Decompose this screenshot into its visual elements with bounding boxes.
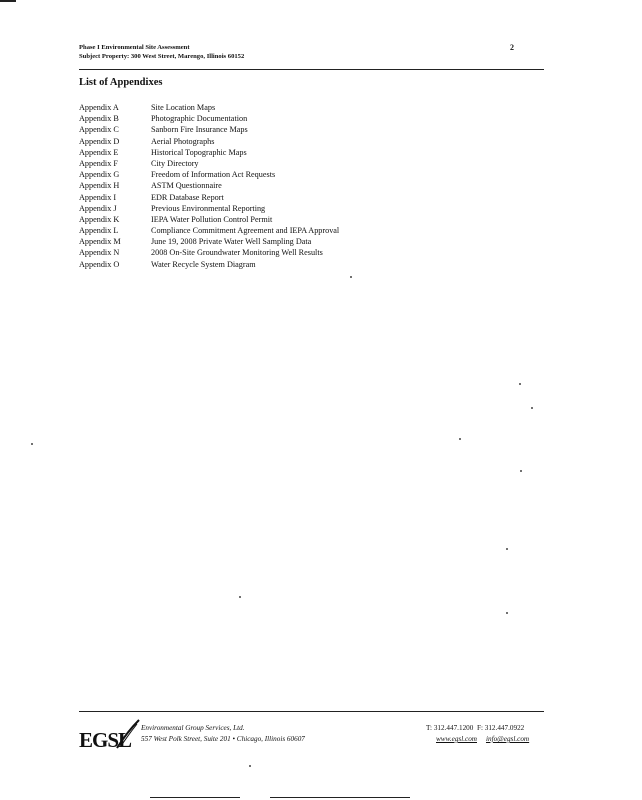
page-footer	[79, 712, 544, 752]
appendix-title: Site Location Maps	[151, 103, 216, 112]
email-link[interactable]: info@egsl.com	[485, 735, 530, 743]
header-subject-property: Subject Property: 300 West Street, Marengo, Illinois 60152	[79, 53, 245, 60]
header-report-title: Phase I Environmental Site Assessment	[79, 44, 190, 51]
appendix-title: ASTM Questionnaire	[151, 181, 222, 191]
appendix-title: Compliance Commitment Agreement and IEPA Approval	[151, 226, 340, 236]
appendix-row	[79, 169, 339, 180]
company-address: 557 West Polk Street, Suite 201 • Chicago, Illinois 60607	[141, 735, 305, 743]
appendix-label: Appendix G	[79, 170, 120, 180]
scan-speck	[459, 438, 461, 440]
web-email	[426, 734, 529, 745]
appendix-row	[79, 147, 339, 158]
scan-speck	[350, 276, 352, 278]
appendix-row	[79, 102, 339, 113]
phone: T: 312.447.1200	[426, 724, 474, 732]
appendix-title: Photographic Documentation	[151, 114, 248, 124]
scan-speck	[531, 407, 533, 409]
appendix-row	[79, 192, 339, 203]
scan-speck	[239, 596, 241, 598]
appendix-title: Historical Topographic Maps	[151, 147, 247, 157]
appendix-row	[79, 214, 339, 225]
appendix-label: Appendix B	[79, 114, 119, 124]
appendix-title: Aerial Photographs	[151, 136, 215, 146]
website-link[interactable]: www.egsl.com	[436, 735, 477, 743]
scan-speck	[506, 548, 508, 550]
appendix-label: Appendix E	[79, 147, 119, 157]
header-rule	[79, 69, 544, 70]
appendix-label: Appendix I	[79, 192, 117, 202]
appendix-title: City Directory	[151, 158, 199, 168]
appendix-row	[79, 113, 339, 124]
appendix-row	[79, 158, 339, 169]
appendix-label: Appendix A	[79, 103, 119, 112]
fax: F: 312.447.0922	[476, 724, 525, 732]
scan-mark	[150, 797, 240, 798]
appendix-row	[79, 203, 339, 214]
appendix-label: Appendix N	[79, 248, 120, 258]
scan-mark	[0, 0, 16, 2]
appendix-title: Previous Environmental Reporting	[151, 203, 266, 213]
appendix-label: Appendix M	[79, 237, 121, 247]
scan-speck	[519, 383, 521, 385]
company-info	[141, 723, 305, 745]
appendix-label: Appendix F	[79, 158, 118, 168]
appendix-title: Water Recycle System Diagram	[151, 259, 256, 269]
appendix-label: Appendix K	[79, 214, 120, 224]
appendix-title: 2008 On-Site Groundwater Monitoring Well Results	[151, 248, 323, 258]
appendix-list	[79, 102, 339, 270]
appendix-row	[79, 259, 339, 270]
appendix-row	[79, 180, 339, 191]
appendix-row	[79, 124, 339, 135]
scan-speck	[249, 765, 251, 767]
appendix-label: Appendix C	[79, 125, 119, 135]
logo-text: EGSL	[79, 728, 132, 752]
appendix-label: Appendix H	[79, 181, 120, 191]
page-number: 2	[510, 43, 514, 52]
appendix-label: Appendix O	[79, 259, 120, 269]
appendix-row	[79, 136, 339, 147]
scan-speck	[520, 470, 522, 472]
appendix-label: Appendix D	[79, 136, 120, 146]
scan-mark	[270, 797, 410, 798]
company-name: Environmental Group Services, Ltd.	[141, 724, 245, 732]
appendix-row	[79, 225, 339, 236]
appendix-title: June 19, 2008 Private Water Well Sampling Data	[151, 237, 312, 247]
contact-info	[426, 723, 529, 745]
appendix-row	[79, 247, 339, 258]
scan-speck	[506, 612, 508, 614]
appendix-label: Appendix L	[79, 226, 119, 236]
appendix-title: IEPA Water Pollution Control Permit	[151, 214, 273, 224]
appendix-title: Freedom of Information Act Requests	[151, 170, 276, 180]
logo-swoosh-icon	[79, 718, 141, 750]
appendix-title: Sanborn Fire Insurance Maps	[151, 125, 248, 135]
appendix-label: Appendix J	[79, 203, 117, 213]
phone-fax	[426, 723, 529, 734]
section-title: List of Appendixes	[79, 77, 163, 88]
egsl-logo	[79, 718, 141, 750]
appendix-title: EDR Database Report	[151, 192, 224, 202]
scan-speck	[31, 443, 33, 445]
page-header	[79, 43, 544, 61]
appendix-row	[79, 236, 339, 247]
